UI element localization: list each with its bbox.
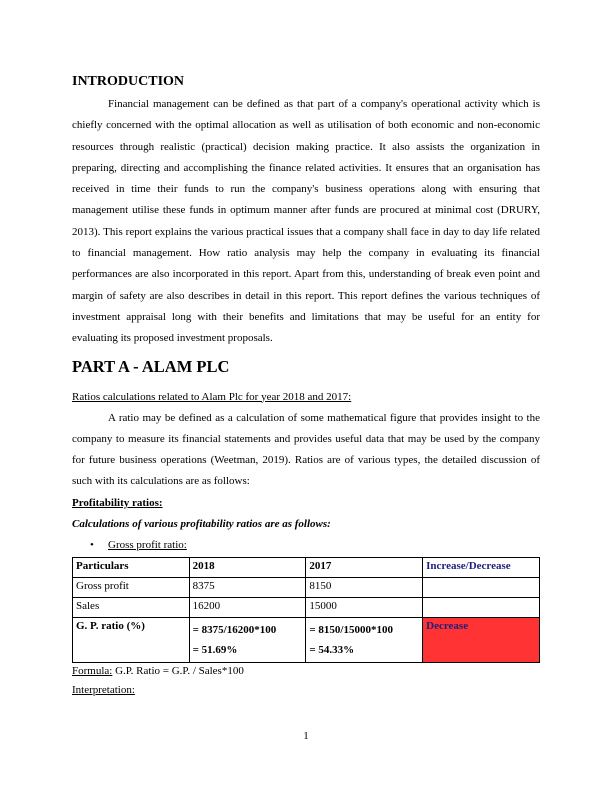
table-row bbox=[73, 597, 540, 617]
cell-change bbox=[423, 597, 540, 617]
cell-change bbox=[423, 577, 540, 597]
cell-2018: 8375 bbox=[189, 577, 306, 597]
gp-ratio-2017-formula: = 8150/15000*100 bbox=[309, 623, 393, 636]
gp-ratio-2018-formula: = 8375/16200*100 bbox=[192, 623, 277, 636]
cell-label: Gross profit bbox=[73, 577, 190, 597]
interpretation-label: Interpretation: bbox=[72, 683, 135, 696]
header-particulars: Particulars bbox=[73, 557, 190, 577]
header-2018: 2018 bbox=[189, 557, 306, 577]
gp-ratio-2017 bbox=[306, 617, 423, 662]
table-row bbox=[73, 577, 540, 597]
formula-label: Formula: bbox=[72, 664, 113, 677]
introduction-heading: INTRODUCTION bbox=[72, 74, 185, 89]
table-header-row bbox=[73, 557, 540, 577]
bullet-icon: • bbox=[90, 538, 94, 551]
gp-ratio-2018-result: = 51.69% bbox=[192, 643, 238, 656]
gp-ratio-2017-result: = 54.33% bbox=[309, 643, 355, 656]
header-increase-decrease: Increase/Decrease bbox=[423, 557, 540, 577]
formula-line bbox=[72, 663, 540, 679]
cell-2017: 8150 bbox=[306, 577, 423, 597]
ratios-paragraph: A ratio may be defined as a calculation of some mathematical figure that provides insight to the company to measure its financial statements and provides useful data that may be used by the company for future business operations (Weetman, 2019). Ratios are of various types, the detailed discussion of such with its calculations are as follows: bbox=[72, 411, 540, 488]
gp-ratio-2018 bbox=[189, 617, 306, 662]
gross-profit-table bbox=[72, 557, 540, 663]
header-2017: 2017 bbox=[306, 557, 423, 577]
profitability-subheading: Calculations of various profitability ratios are as follows: bbox=[72, 517, 331, 530]
introduction-paragraph: Financial management can be defined as that part of a company's operational activity which is chiefly concerned with the optimal allocation as well as utilisation of both economic and non-economic resources through realistic (practical) decision making practice. It also assists the organization in preparing, directing and accomplishing the finance related activities. It ensures that an organisation has received in time their funds to run the company's business operations along with ensuring that management utilise these funds in optimum manner after funds are procured at minimal cost (DRURY, 2013). This report explains the various practical issues that a company shall face in day to day life related to financial management. How ratio analysis may help the company in evaluating its financial performances are also incorporated in this report. Apart from this, understanding of break even point and margin of safety are also describes in detail in this report. This report defines the various techniques of investment appraisal long with their benefits and limitations that may be useful for an entity for evaluating its proposed investment proposals. bbox=[72, 98, 540, 345]
profitability-heading: Profitability ratios: bbox=[72, 496, 163, 509]
document-page bbox=[72, 74, 540, 701]
cell-2017: 15000 bbox=[306, 597, 423, 617]
cell-2018: 16200 bbox=[189, 597, 306, 617]
gp-ratio-change-badge: Decrease bbox=[423, 617, 540, 662]
bullet-gross-profit-label: Gross profit ratio: bbox=[108, 538, 187, 551]
part-a-heading: PART A - ALAM PLC bbox=[72, 356, 230, 376]
bullet-gross-profit bbox=[72, 535, 540, 556]
ratios-title: Ratios calculations related to Alam Plc for year 2018 and 2017: bbox=[72, 390, 352, 403]
cell-label: Sales bbox=[73, 597, 190, 617]
page-number: 1 bbox=[303, 730, 309, 742]
formula-text: G.P. Ratio = G.P. / Sales*100 bbox=[112, 664, 244, 677]
gp-ratio-row bbox=[73, 617, 540, 662]
gp-ratio-label: G. P. ratio (%) bbox=[73, 617, 190, 662]
